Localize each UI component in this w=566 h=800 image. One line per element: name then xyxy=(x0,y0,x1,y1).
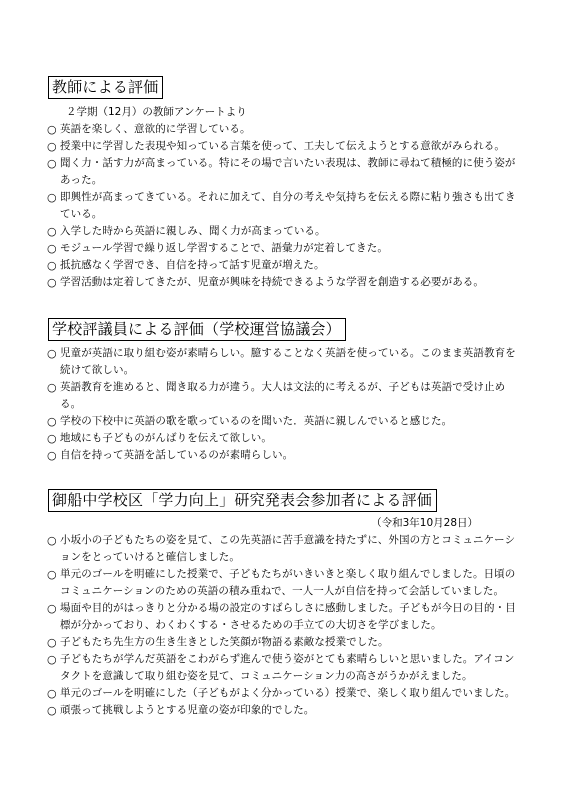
list-item: ○ 英語教育を進めると、聞き取る力が違う。大人は文法的に考えるが、子どもは英語で受け止める。 xyxy=(48,379,518,413)
list-item: ○ 頑張って挑戦しようとする児童の姿が印象的でした。 xyxy=(48,702,518,719)
list-item: ○ 子どもたち先生方の生き生きとした笑顔が物語る素敵な授業でした。 xyxy=(48,634,518,651)
research-presentation-evaluation-section xyxy=(48,489,518,719)
presentation-date: （令和3年10月28日） xyxy=(371,517,478,529)
section-heading: 学校評議員による評価（学校運営協議会） xyxy=(48,318,346,341)
teacher-evaluation-section xyxy=(48,76,518,291)
list-item: ○ 即興性が高まってきている。それに加えて、自分の考えや気持ちを伝える際に粘り強さも出てきている。 xyxy=(48,189,518,223)
list-item: ○ 地域にも子どものがんばりを伝えて欲しい。 xyxy=(48,430,518,447)
list-item: ○ モジュール学習で繰り返し学習することで、語彙力が定着してきた。 xyxy=(48,240,518,257)
list-item: ○ 子どもたちが学んだ英語をこわがらず進んで使う姿がとても素晴らしいと思いました。アイコンタクトを意識して取り組む姿を見て、コミュニケーション力の高さがうかがえました。 xyxy=(48,651,518,685)
section-heading: 教師による評価 xyxy=(48,76,163,99)
list-item: ○ 児童が英語に取り組む姿が素晴らしい。臆することなく英語を使っている。このまま英語教育を続けて欲しい。 xyxy=(48,345,518,379)
evaluation-list xyxy=(48,532,518,719)
list-item: ○ 自信を持って英語を話しているのが素晴らしい。 xyxy=(48,447,518,464)
list-item: ○ 英語を楽しく、意欲的に学習している。 xyxy=(48,121,518,138)
list-item: ○ 聞く力・話す力が高まっている。特にその場で言いたい表現は、教師に尋ねて積極的に使う姿があった。 xyxy=(48,155,518,189)
school-councilor-evaluation-section xyxy=(48,318,518,464)
list-item: ○ 小坂小の子どもたちの姿を見て、この先英語に苦手意識を持たずに、外国の方とコミュニケーションをとっていけると確信しました。 xyxy=(48,532,518,566)
evaluation-list xyxy=(48,121,518,291)
section-subtitle: ２学期（12月）の教師アンケートより xyxy=(66,106,247,118)
evaluation-list xyxy=(48,345,518,464)
list-item: ○ 場面や目的がはっきりと分かる場の設定のすばらしさに感動しました。子どもが今日の目的・目標が分かっており、わくわくする・させるための手立ての大切さを学びました。 xyxy=(48,600,518,634)
list-item: ○ 単元のゴールを明確にした授業で、子どもたちがいきいきと楽しく取り組んでしました。日頃のコミュニケーションのための英語の積み重ねで、一人一人が自信を持って会話していました。 xyxy=(48,566,518,600)
list-item: ○ 授業中に学習した表現や知っている言葉を使って、工夫して伝えようとする意欲がみられる。 xyxy=(48,138,518,155)
list-item: ○ 抵抗感なく学習でき、自信を持って話す児童が増えた。 xyxy=(48,257,518,274)
list-item: ○ 学習活動は定着してきたが、児童が興味を持続できるような学習を創造する必要がある。 xyxy=(48,274,518,291)
section-heading: 御船中学校区「学力向上」研究発表会参加者による評価 xyxy=(48,489,437,512)
list-item: ○ 入学した時から英語に親しみ、聞く力が高まっている。 xyxy=(48,223,518,240)
list-item: ○ 学校の下校中に英語の歌を歌っているのを聞いた．英語に親しんでいると感じた。 xyxy=(48,413,518,430)
list-item: ○ 単元のゴールを明確にした（子どもがよく分かっている）授業で、楽しく取り組んでいました。 xyxy=(48,685,518,702)
